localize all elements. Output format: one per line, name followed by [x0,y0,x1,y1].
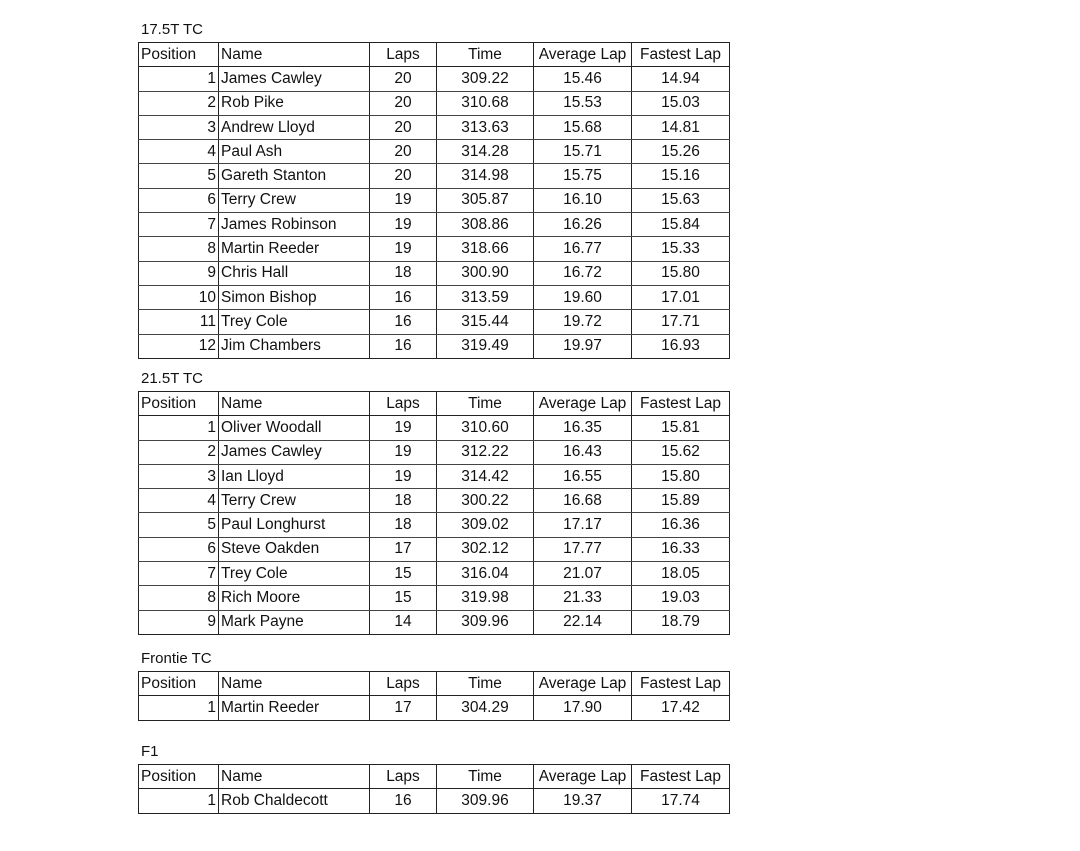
table-row [139,537,730,561]
table-row [139,164,730,188]
results-table [138,764,730,814]
table-row [139,237,730,261]
cell-name: Terry Crew [219,188,370,212]
table-row [139,416,730,440]
cell-laps: 17 [370,696,437,720]
cell-name: Steve Oakden [219,537,370,561]
cell-time: 315.44 [437,310,534,334]
cell-name: Ian Lloyd [219,464,370,488]
table-row [139,586,730,610]
cell-fastest-lap: 18.79 [632,610,730,634]
cell-position: 5 [139,513,219,537]
column-header-laps: Laps [370,672,437,696]
cell-average-lap: 16.10 [534,188,632,212]
header-row [139,672,730,696]
cell-laps: 19 [370,188,437,212]
cell-name: Paul Ash [219,140,370,164]
cell-fastest-lap: 15.84 [632,213,730,237]
cell-position: 4 [139,140,219,164]
cell-time: 319.98 [437,586,534,610]
cell-position: 1 [139,67,219,91]
cell-average-lap: 15.71 [534,140,632,164]
cell-fastest-lap: 17.71 [632,310,730,334]
table-row [139,115,730,139]
table-row [139,562,730,586]
column-header-fastest-lap: Fastest Lap [632,672,730,696]
cell-fastest-lap: 18.05 [632,562,730,586]
column-header-fastest-lap: Fastest Lap [632,765,730,789]
cell-position: 7 [139,213,219,237]
cell-time: 318.66 [437,237,534,261]
table-row [139,464,730,488]
cell-average-lap: 15.75 [534,164,632,188]
cell-fastest-lap: 19.03 [632,586,730,610]
cell-name: Oliver Woodall [219,416,370,440]
table-row [139,489,730,513]
cell-fastest-lap: 15.03 [632,91,730,115]
cell-average-lap: 21.33 [534,586,632,610]
cell-average-lap: 17.17 [534,513,632,537]
cell-fastest-lap: 17.01 [632,285,730,309]
cell-average-lap: 16.43 [534,440,632,464]
cell-average-lap: 17.77 [534,537,632,561]
cell-position: 9 [139,610,219,634]
cell-position: 10 [139,285,219,309]
column-header-laps: Laps [370,43,437,67]
cell-position: 12 [139,334,219,358]
cell-fastest-lap: 16.93 [632,334,730,358]
cell-time: 309.02 [437,513,534,537]
cell-position: 1 [139,696,219,720]
table-row [139,67,730,91]
cell-fastest-lap: 15.62 [632,440,730,464]
cell-laps: 16 [370,310,437,334]
results-table [138,391,730,635]
cell-position: 8 [139,237,219,261]
cell-fastest-lap: 15.33 [632,237,730,261]
cell-laps: 20 [370,67,437,91]
cell-name: Chris Hall [219,261,370,285]
cell-laps: 19 [370,213,437,237]
cell-fastest-lap: 15.80 [632,464,730,488]
cell-time: 314.98 [437,164,534,188]
cell-laps: 20 [370,164,437,188]
cell-average-lap: 15.68 [534,115,632,139]
cell-average-lap: 22.14 [534,610,632,634]
cell-name: Andrew Lloyd [219,115,370,139]
cell-name: Mark Payne [219,610,370,634]
cell-name: Trey Cole [219,562,370,586]
cell-position: 6 [139,537,219,561]
cell-name: Simon Bishop [219,285,370,309]
cell-laps: 20 [370,140,437,164]
cell-average-lap: 15.53 [534,91,632,115]
cell-name: Martin Reeder [219,237,370,261]
section-title: 21.5T TC [141,370,203,387]
cell-time: 309.96 [437,610,534,634]
cell-average-lap: 16.77 [534,237,632,261]
cell-fastest-lap: 15.89 [632,489,730,513]
cell-fastest-lap: 16.33 [632,537,730,561]
column-header-fastest-lap: Fastest Lap [632,392,730,416]
cell-time: 314.28 [437,140,534,164]
cell-time: 319.49 [437,334,534,358]
table-row [139,696,730,720]
cell-time: 310.68 [437,91,534,115]
cell-position: 2 [139,91,219,115]
cell-position: 7 [139,562,219,586]
cell-time: 314.42 [437,464,534,488]
section-title: 17.5T TC [141,21,203,38]
cell-fastest-lap: 15.16 [632,164,730,188]
cell-time: 304.29 [437,696,534,720]
cell-laps: 16 [370,285,437,309]
table-row [139,140,730,164]
cell-average-lap: 16.26 [534,213,632,237]
cell-fastest-lap: 17.42 [632,696,730,720]
cell-laps: 16 [370,789,437,813]
table-row [139,213,730,237]
cell-position: 4 [139,489,219,513]
cell-name: Rob Pike [219,91,370,115]
cell-fastest-lap: 15.63 [632,188,730,212]
cell-name: James Cawley [219,67,370,91]
section-title: Frontie TC [141,650,212,667]
cell-laps: 20 [370,115,437,139]
cell-fastest-lap: 16.36 [632,513,730,537]
cell-position: 3 [139,115,219,139]
table-row [139,285,730,309]
cell-laps: 14 [370,610,437,634]
cell-time: 302.12 [437,537,534,561]
column-header-name: Name [219,392,370,416]
results-table [138,42,730,359]
cell-time: 310.60 [437,416,534,440]
cell-laps: 19 [370,416,437,440]
cell-name: Terry Crew [219,489,370,513]
cell-time: 309.96 [437,789,534,813]
cell-average-lap: 16.35 [534,416,632,440]
cell-position: 3 [139,464,219,488]
column-header-name: Name [219,43,370,67]
cell-position: 6 [139,188,219,212]
column-header-average-lap: Average Lap [534,392,632,416]
cell-average-lap: 17.90 [534,696,632,720]
cell-position: 5 [139,164,219,188]
cell-time: 316.04 [437,562,534,586]
cell-average-lap: 19.97 [534,334,632,358]
cell-time: 312.22 [437,440,534,464]
cell-laps: 15 [370,586,437,610]
cell-name: Rob Chaldecott [219,789,370,813]
cell-laps: 18 [370,489,437,513]
cell-laps: 18 [370,261,437,285]
cell-laps: 20 [370,91,437,115]
header-row [139,43,730,67]
cell-name: Martin Reeder [219,696,370,720]
table-row [139,513,730,537]
column-header-position: Position [139,765,219,789]
column-header-average-lap: Average Lap [534,43,632,67]
cell-time: 308.86 [437,213,534,237]
header-row [139,392,730,416]
cell-name: Rich Moore [219,586,370,610]
section-title: F1 [141,743,159,760]
column-header-laps: Laps [370,392,437,416]
column-header-position: Position [139,392,219,416]
cell-average-lap: 19.72 [534,310,632,334]
cell-laps: 19 [370,464,437,488]
table-row [139,188,730,212]
column-header-name: Name [219,672,370,696]
cell-position: 9 [139,261,219,285]
cell-name: Gareth Stanton [219,164,370,188]
table-row [139,334,730,358]
cell-name: James Cawley [219,440,370,464]
cell-name: Trey Cole [219,310,370,334]
table-row [139,610,730,634]
column-header-time: Time [437,43,534,67]
cell-laps: 16 [370,334,437,358]
cell-time: 313.59 [437,285,534,309]
table-row [139,261,730,285]
cell-time: 309.22 [437,67,534,91]
cell-name: Jim Chambers [219,334,370,358]
cell-average-lap: 19.60 [534,285,632,309]
table-row [139,440,730,464]
results-table [138,671,730,721]
cell-fastest-lap: 14.81 [632,115,730,139]
column-header-laps: Laps [370,765,437,789]
cell-time: 300.90 [437,261,534,285]
cell-fastest-lap: 14.94 [632,67,730,91]
column-header-position: Position [139,672,219,696]
column-header-name: Name [219,765,370,789]
cell-position: 1 [139,789,219,813]
cell-fastest-lap: 15.80 [632,261,730,285]
cell-average-lap: 16.55 [534,464,632,488]
column-header-fastest-lap: Fastest Lap [632,43,730,67]
cell-average-lap: 15.46 [534,67,632,91]
column-header-average-lap: Average Lap [534,672,632,696]
cell-position: 2 [139,440,219,464]
table-row [139,310,730,334]
cell-name: James Robinson [219,213,370,237]
column-header-time: Time [437,765,534,789]
column-header-average-lap: Average Lap [534,765,632,789]
cell-position: 11 [139,310,219,334]
cell-laps: 19 [370,237,437,261]
cell-time: 313.63 [437,115,534,139]
column-header-time: Time [437,672,534,696]
cell-average-lap: 21.07 [534,562,632,586]
cell-position: 1 [139,416,219,440]
cell-fastest-lap: 15.26 [632,140,730,164]
table-row [139,789,730,813]
cell-time: 300.22 [437,489,534,513]
cell-laps: 17 [370,537,437,561]
column-header-time: Time [437,392,534,416]
cell-position: 8 [139,586,219,610]
cell-fastest-lap: 15.81 [632,416,730,440]
cell-average-lap: 19.37 [534,789,632,813]
cell-average-lap: 16.72 [534,261,632,285]
cell-laps: 15 [370,562,437,586]
table-row [139,91,730,115]
header-row [139,765,730,789]
cell-name: Paul Longhurst [219,513,370,537]
cell-average-lap: 16.68 [534,489,632,513]
cell-time: 305.87 [437,188,534,212]
cell-laps: 19 [370,440,437,464]
cell-laps: 18 [370,513,437,537]
column-header-position: Position [139,43,219,67]
cell-fastest-lap: 17.74 [632,789,730,813]
